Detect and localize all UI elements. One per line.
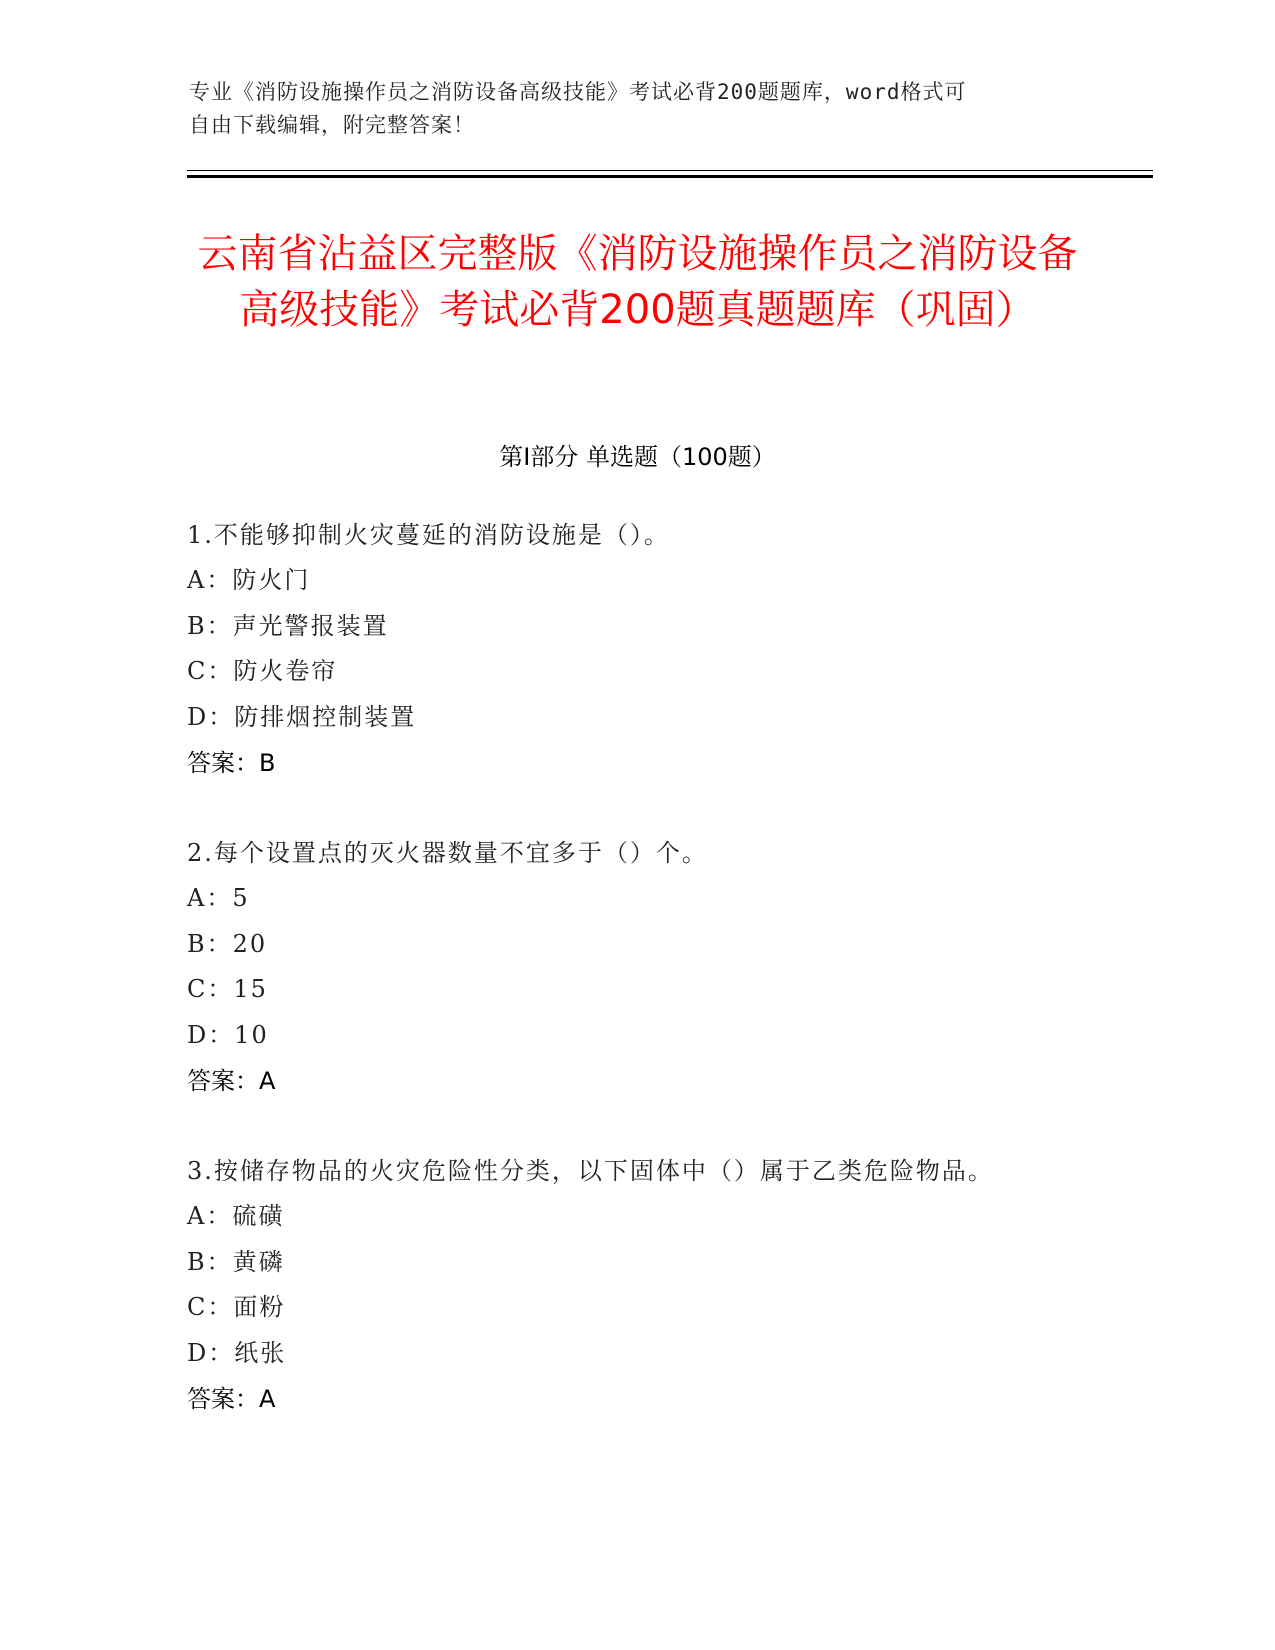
header-note-line-1: 专业《消防设施操作员之消防设备高级技能》考试必背200题题库，word格式可 [189,80,967,104]
option-a: A：5 [187,884,250,912]
header-divider-thin [187,170,1153,171]
question-2 [187,830,1087,1104]
question-stem: 1.不能够抑制火灾蔓延的消防设施是（）。 [187,521,670,549]
question-3 [187,1148,1087,1422]
option-d: D：纸张 [187,1338,287,1367]
header-note-line-2: 自由下载编辑，附完整答案！ [189,113,475,137]
option-c: C：防火卷帘 [187,657,338,685]
option-b: B：20 [187,929,268,958]
option-b: B：黄磷 [187,1247,285,1276]
option-a: A：防火门 [187,566,311,594]
answer-line: 答案：A [187,1067,276,1095]
answer-line: 答案：A [187,1385,276,1413]
option-a: A：硫磺 [187,1202,285,1230]
option-c: C：面粉 [187,1293,286,1321]
option-c: C：15 [187,975,268,1003]
question-stem: 3.按储存物品的火灾危险性分类，以下固体中（）属于乙类危险物品。 [187,1157,994,1185]
option-d: D：防排烟控制装置 [187,702,417,731]
section-title: 第Ⅰ部分 单选题（100题） [499,443,776,471]
document-title: 云南省沾益区完整版《消防设施操作员之消防设备高级技能》考试必背200题真题题库（巩固） [197,231,1078,333]
option-d: D：10 [187,1020,269,1049]
header-note [189,76,1089,142]
question-stem: 2.每个设置点的灭火器数量不宜多于（）个。 [187,839,708,867]
option-b: B：声光警报装置 [187,611,389,640]
answer-line: 答案：B [187,749,276,777]
header-divider-thick [187,175,1153,178]
question-1 [187,512,1087,786]
